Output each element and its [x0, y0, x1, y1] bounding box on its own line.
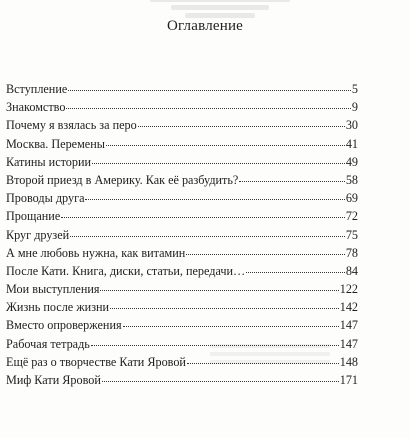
toc-entry-title: Второй приезд в Америку. Как её разбудить?: [6, 172, 239, 187]
toc-entry-title: Круг друзей: [6, 227, 70, 242]
toc-entry-title: Жизнь после жизни: [6, 300, 110, 315]
toc-entry-page: 58: [345, 172, 358, 187]
toc-entry: [6, 189, 358, 207]
toc-entry: [6, 116, 358, 134]
toc-entry-page: 122: [339, 282, 358, 297]
dot-leader: [85, 198, 344, 200]
dot-leader: [123, 325, 339, 327]
dot-leader: [61, 216, 345, 218]
dot-leader: [92, 162, 345, 164]
page-title: Оглавление: [166, 18, 244, 34]
toc-entry-title: Вступление: [6, 82, 68, 96]
toc-entry: [6, 298, 358, 316]
toc-entry-page: 171: [339, 373, 358, 387]
toc-entry-page: 147: [339, 318, 358, 333]
toc-entry-page: 78: [345, 245, 358, 260]
toc-entry-title: Москва. Перемены: [6, 136, 105, 151]
toc-entry-title: Рабочая тетрадь: [6, 336, 90, 351]
toc-entry-title: Почему я взялась за перо: [6, 118, 137, 133]
toc-entry-page: 41: [345, 136, 358, 151]
toc-entry: [6, 80, 358, 98]
toc-entry: [6, 226, 358, 244]
toc-entry-page: 84: [345, 263, 358, 278]
toc-entry-title: После Кати. Книга, диски, статьи, передачи…: [6, 263, 246, 278]
toc-entry-title: Вместо опровержения: [6, 318, 122, 333]
toc-entry-page: 142: [339, 300, 358, 315]
toc-entry-page: 72: [345, 209, 358, 224]
toc-entry-page: 5: [351, 82, 358, 96]
toc-entry-page: 147: [339, 336, 358, 351]
toc-entry: [6, 207, 358, 225]
dot-leader: [70, 235, 345, 237]
dot-leader: [66, 107, 350, 109]
dot-leader: [138, 125, 345, 127]
toc-entry: [6, 244, 358, 262]
dot-leader: [100, 289, 338, 291]
toc-entry: [6, 171, 358, 189]
toc-entry-title: А мне любовь нужна, как витамин: [6, 245, 186, 260]
toc-entry: [6, 316, 358, 334]
toc-entry-title: Знакомство: [6, 100, 66, 115]
toc-entry: [6, 153, 358, 171]
toc-entry: [6, 98, 358, 116]
toc-entry-title: Катины истории: [6, 154, 91, 169]
dot-leader: [68, 89, 351, 91]
dot-leader: [106, 144, 345, 146]
dot-leader: [110, 307, 339, 309]
dot-leader: [239, 180, 344, 182]
toc-entry-page: 30: [345, 118, 358, 133]
toc-entry-page: 49: [345, 154, 358, 169]
dot-leader: [246, 271, 345, 273]
show-through-text: [210, 340, 330, 368]
toc-entry-page: 75: [345, 227, 358, 242]
toc-entry: [6, 262, 358, 280]
dot-leader: [186, 253, 344, 255]
toc-entry: [6, 135, 358, 153]
toc-entry-title: Миф Кати Яровой: [6, 373, 101, 387]
toc-entry: [6, 371, 358, 389]
toc-entry-title: Прощание: [6, 209, 61, 224]
toc-entry-page: 148: [339, 354, 358, 369]
dot-leader: [102, 380, 339, 382]
toc-entry-page: 9: [351, 100, 358, 115]
toc-entry-title: Мои выступления: [6, 282, 100, 297]
toc-entry-page: 69: [345, 191, 358, 206]
toc-entry: [6, 280, 358, 298]
toc-entry-title: Проводы друга: [6, 191, 85, 206]
toc-entry-title: Ещё раз о творчестве Кати Яровой: [6, 354, 186, 369]
